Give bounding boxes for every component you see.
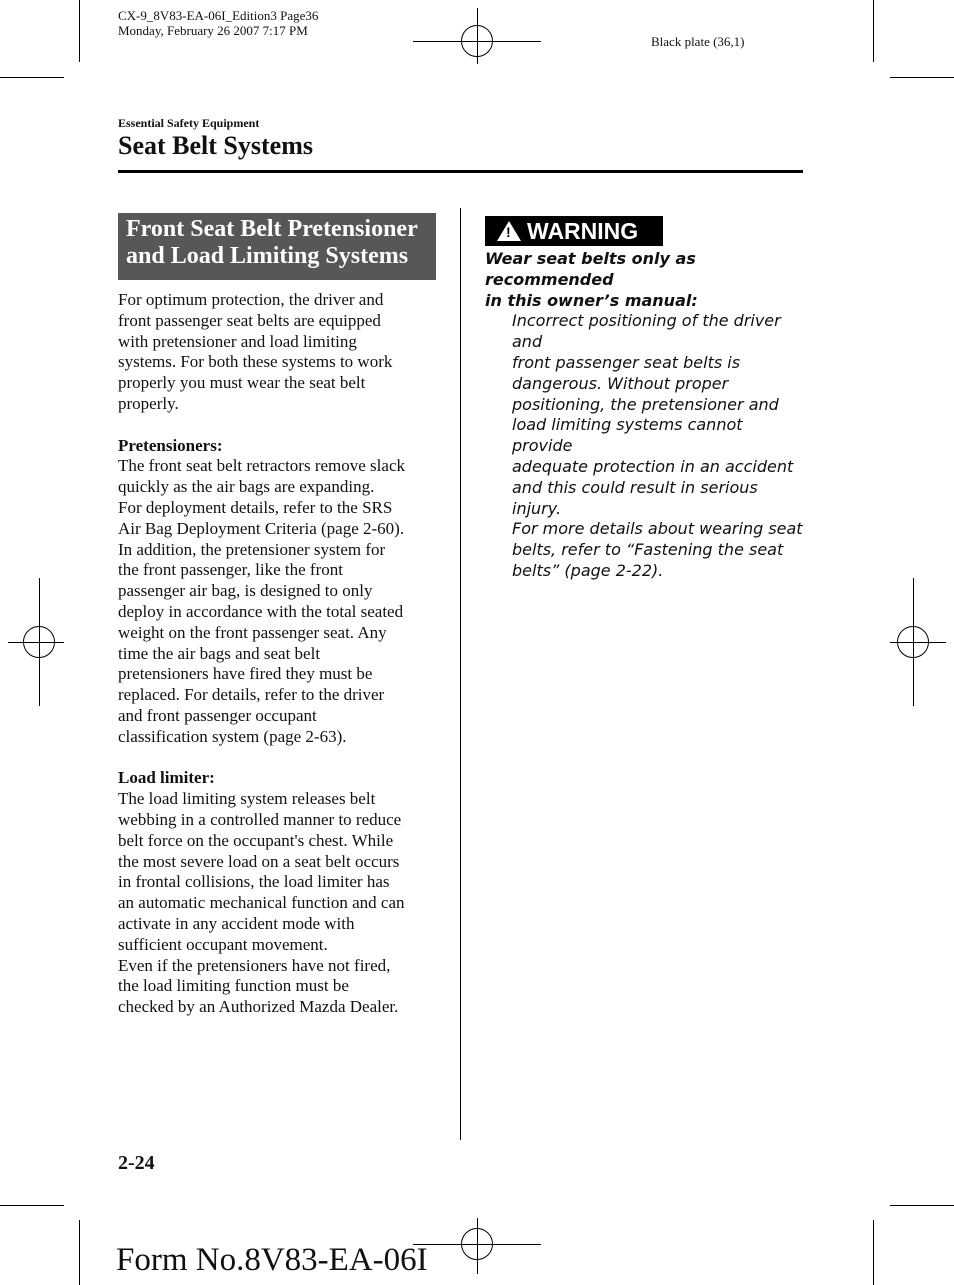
text-line: weight on the front passenger seat. Any <box>118 622 387 642</box>
text-line: checked by an Authorized Mazda Dealer. <box>118 997 399 1017</box>
plate-label: Black plate (36,1) <box>651 34 745 49</box>
page-number: 2-24 <box>118 1152 155 1174</box>
text-line: In addition, the pretensioner system for <box>118 539 386 559</box>
text-line: The load limiting system releases belt <box>118 789 376 809</box>
left-column-body <box>118 290 438 1018</box>
text-line: load limiting systems cannot provide <box>512 415 743 456</box>
print-date-line: Monday, February 26 2007 7:17 PM <box>118 23 308 38</box>
text-line: systems. For both these systems to work <box>118 352 393 372</box>
text-line: belts” (page 2-22). <box>512 560 664 580</box>
text-line: front passenger seat belts is <box>512 352 741 372</box>
warning-body <box>485 311 805 581</box>
text-line: For deployment details, refer to the SRS <box>118 497 393 517</box>
text-line: For optimum protection, the driver and <box>118 290 384 309</box>
text-line: the front passenger, like the front <box>118 560 343 580</box>
text-line: dangerous. Without proper <box>512 373 729 393</box>
text-line: properly. <box>118 393 179 413</box>
text-line: deploy in accordance with the total seated <box>118 601 404 621</box>
column-divider <box>460 208 461 1140</box>
text-line: replaced. For details, refer to the driver <box>118 685 385 705</box>
load-limiter-paragraph <box>118 789 438 1018</box>
pretensioners-title: Pretensioners: <box>118 435 223 455</box>
section-label: Essential Safety Equipment <box>118 116 260 130</box>
text-line: passenger air bag, is designed to only <box>118 581 373 601</box>
pretensioners-paragraph <box>118 456 438 747</box>
text-line: in frontal collisions, the load limiter has <box>118 872 390 892</box>
text-line: and front passenger occupant <box>118 705 317 725</box>
text-line: belt force on the occupant's chest. While <box>118 830 394 850</box>
text-line: quickly as the air bags are expanding. <box>118 477 375 497</box>
subsection-heading-line2: and Load Limiting Systems <box>126 243 409 269</box>
text-line: the most severe load on a seat belt occurs <box>118 851 400 871</box>
text-line: positioning, the pretensioner and <box>512 394 779 414</box>
warning-lead-line: in this owner’s manual: <box>485 290 698 310</box>
warning-text <box>485 249 805 582</box>
text-line: properly you must wear the seat belt <box>118 373 366 393</box>
subsection-heading-line1: Front Seat Belt Pretensioner <box>126 216 418 242</box>
text-line: Incorrect positioning of the driver and <box>512 311 781 352</box>
warning-banner <box>485 216 663 246</box>
text-line: the load limiting function must be <box>118 976 349 996</box>
text-line: Air Bag Deployment Criteria (page 2-60). <box>118 518 405 538</box>
title-rule <box>118 170 803 173</box>
text-line: classification system (page 2-63). <box>118 726 347 746</box>
text-line: Even if the pretensioners have not fired, <box>118 955 391 975</box>
text-line: pretensioners have fired they must be <box>118 664 373 684</box>
text-line: For more details about wearing seat <box>512 519 803 539</box>
text-line: activate in any accident mode with <box>118 913 355 933</box>
text-line: adequate protection in an accident <box>512 456 794 476</box>
load-limiter-title: Load limiter: <box>118 768 215 788</box>
warning-label: WARNING <box>527 217 639 244</box>
text-line: The front seat belt retractors remove slack <box>118 456 405 476</box>
text-line: and this could result in serious injury. <box>512 477 758 518</box>
subsection-heading <box>118 213 436 280</box>
page-title: Seat Belt Systems <box>118 131 313 160</box>
text-line: front passenger seat belts are equipped <box>118 310 381 330</box>
form-number: Form No.8V83-EA-06I <box>116 1242 428 1278</box>
warning-triangle-icon: ! <box>497 221 521 241</box>
text-line: sufficient occupant movement. <box>118 934 328 954</box>
print-file-line: CX-9_8V83-EA-06I_Edition3 Page36 <box>118 8 319 23</box>
text-line: belts, refer to “Fastening the seat <box>512 540 784 560</box>
text-line: time the air bags and seat belt <box>118 643 321 663</box>
text-line: webbing in a controlled manner to reduce <box>118 809 402 829</box>
text-line: an automatic mechanical function and can <box>118 893 405 913</box>
intro-paragraph <box>118 290 438 415</box>
warning-lead-line: Wear seat belts only as recommended <box>485 249 696 289</box>
text-line: with pretensioner and load limiting <box>118 331 357 351</box>
